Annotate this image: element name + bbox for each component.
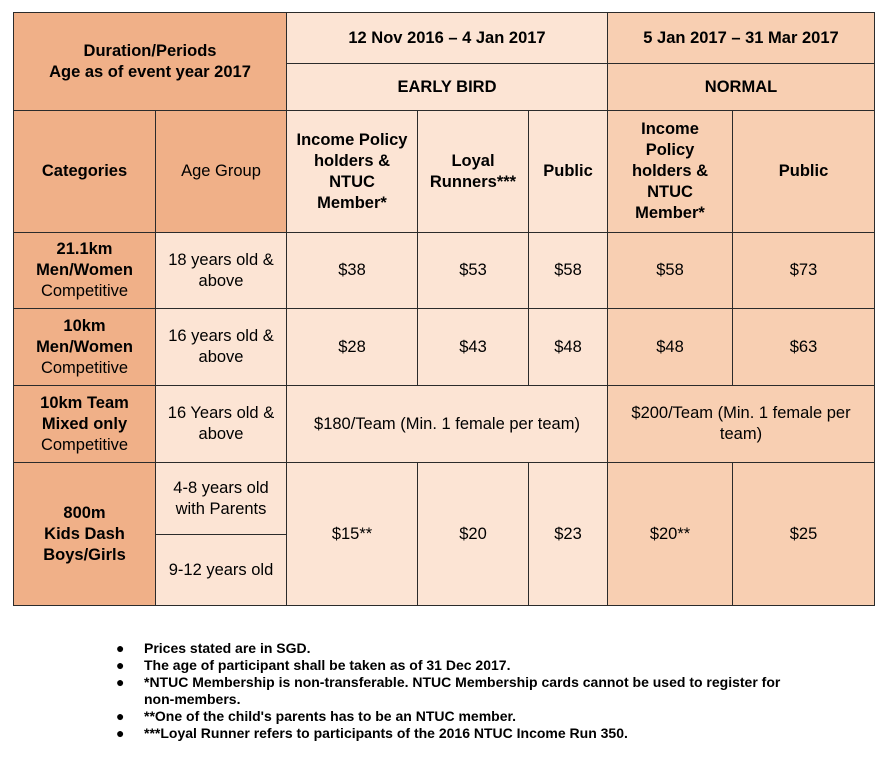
price-cell: $23 bbox=[529, 463, 608, 606]
price-cell: $48 bbox=[608, 309, 733, 386]
table-row bbox=[14, 463, 875, 535]
duration-line1: Duration/Periods bbox=[83, 41, 217, 60]
note-item bbox=[116, 657, 804, 674]
bullet-icon: ● bbox=[116, 674, 125, 690]
note-text: Prices stated are in SGD. bbox=[144, 640, 311, 656]
normal-period-header: 5 Jan 2017 – 31 Mar 2017 bbox=[608, 13, 875, 64]
category-sub: Competitive bbox=[40, 282, 129, 300]
header-line: Member* bbox=[317, 193, 387, 212]
categories-header: Categories bbox=[14, 111, 156, 233]
note-text: **One of the child's parents has to be an NTUC member. bbox=[144, 708, 517, 724]
price-cell: $58 bbox=[529, 233, 608, 309]
early-period-header: 12 Nov 2016 – 4 Jan 2017 bbox=[287, 13, 608, 64]
age-line: above bbox=[198, 348, 244, 366]
age-cell: 9-12 years old bbox=[156, 535, 287, 606]
note-item bbox=[116, 640, 804, 657]
note-item bbox=[116, 708, 804, 725]
header-line: holders & bbox=[313, 151, 391, 170]
header-line: Runners*** bbox=[429, 172, 517, 191]
price-cell: $63 bbox=[733, 309, 875, 386]
category-name: 21.1km bbox=[56, 240, 113, 258]
race-fees-table bbox=[13, 12, 875, 606]
age-cell bbox=[156, 386, 287, 463]
header-row-periods bbox=[14, 13, 875, 64]
normal-public-header: Public bbox=[733, 111, 875, 233]
age-cell bbox=[156, 233, 287, 309]
age-line: with Parents bbox=[175, 499, 267, 518]
team-price-line: $200/Team (Min. 1 female per bbox=[631, 404, 851, 422]
header-line: NTUC bbox=[647, 183, 693, 201]
age-line: above bbox=[198, 271, 244, 290]
normal-income-header bbox=[608, 111, 733, 233]
category-name: 800m bbox=[63, 503, 106, 522]
table-row bbox=[14, 386, 875, 463]
header-line: Member* bbox=[635, 204, 705, 222]
category-name: Kids Dash bbox=[44, 524, 125, 543]
note-text: *NTUC Membership is non-transferable. NTUC Membership cards cannot be used to register for non-members. bbox=[144, 674, 781, 707]
category-sub: Competitive bbox=[40, 358, 129, 377]
header-line: Policy bbox=[645, 141, 695, 159]
bullet-icon: ● bbox=[116, 657, 125, 673]
age-line: 4-8 years old bbox=[173, 478, 269, 497]
category-cell bbox=[14, 386, 156, 463]
price-cell: $73 bbox=[733, 233, 875, 309]
category-name: Men/Women bbox=[36, 337, 133, 356]
category-name: Mixed only bbox=[41, 414, 128, 433]
notes-list bbox=[116, 640, 804, 742]
category-name: Men/Women bbox=[36, 261, 133, 279]
early-public-header: Public bbox=[529, 111, 608, 233]
team-price-line: team) bbox=[719, 425, 763, 443]
category-cell bbox=[14, 233, 156, 309]
bullet-icon: ● bbox=[116, 725, 125, 741]
category-cell bbox=[14, 309, 156, 386]
price-cell: $20** bbox=[608, 463, 733, 606]
age-group-header: Age Group bbox=[156, 111, 287, 233]
price-cell: $25 bbox=[733, 463, 875, 606]
header-line: Income bbox=[641, 120, 699, 138]
header-line: Loyal bbox=[451, 151, 495, 170]
note-item bbox=[116, 725, 804, 742]
table-row bbox=[14, 233, 875, 309]
column-header-row bbox=[14, 111, 875, 233]
price-cell: $53 bbox=[418, 233, 529, 309]
early-bird-label: EARLY BIRD bbox=[287, 64, 608, 111]
price-cell: $43 bbox=[418, 309, 529, 386]
price-cell: $20 bbox=[418, 463, 529, 606]
early-loyal-header bbox=[418, 111, 529, 233]
header-line: holders & bbox=[631, 162, 709, 180]
duration-line2: Age as of event year 2017 bbox=[49, 62, 251, 81]
bullet-icon: ● bbox=[116, 640, 125, 656]
age-line: 16 Years old & bbox=[167, 404, 275, 422]
category-cell bbox=[14, 463, 156, 606]
category-sub: Competitive bbox=[40, 435, 129, 454]
age-cell bbox=[156, 463, 287, 535]
header-line: Income Policy bbox=[296, 130, 408, 149]
early-income-header bbox=[287, 111, 418, 233]
price-cell: $28 bbox=[287, 309, 418, 386]
header-line: NTUC bbox=[329, 172, 375, 191]
age-line: 16 years old & bbox=[168, 327, 274, 345]
age-line: above bbox=[198, 425, 244, 443]
normal-label: NORMAL bbox=[608, 64, 875, 111]
bullet-icon: ● bbox=[116, 708, 125, 724]
team-price-cell: $180/Team (Min. 1 female per team) bbox=[287, 386, 608, 463]
price-cell: $15** bbox=[287, 463, 418, 606]
category-name: 10km Team bbox=[40, 393, 129, 412]
category-name: 10km bbox=[63, 316, 106, 335]
category-name: Boys/Girls bbox=[43, 545, 126, 564]
age-line: 18 years old & bbox=[168, 250, 274, 269]
table-row bbox=[14, 309, 875, 386]
note-text: ***Loyal Runner refers to participants of the 2016 NTUC Income Run 350. bbox=[144, 725, 628, 741]
note-item bbox=[116, 674, 804, 708]
age-cell bbox=[156, 309, 287, 386]
duration-header bbox=[14, 13, 287, 111]
team-price-cell bbox=[608, 386, 875, 463]
price-cell: $38 bbox=[287, 233, 418, 309]
note-text: The age of participant shall be taken as of 31 Dec 2017. bbox=[144, 657, 511, 673]
price-cell: $48 bbox=[529, 309, 608, 386]
price-cell: $58 bbox=[608, 233, 733, 309]
